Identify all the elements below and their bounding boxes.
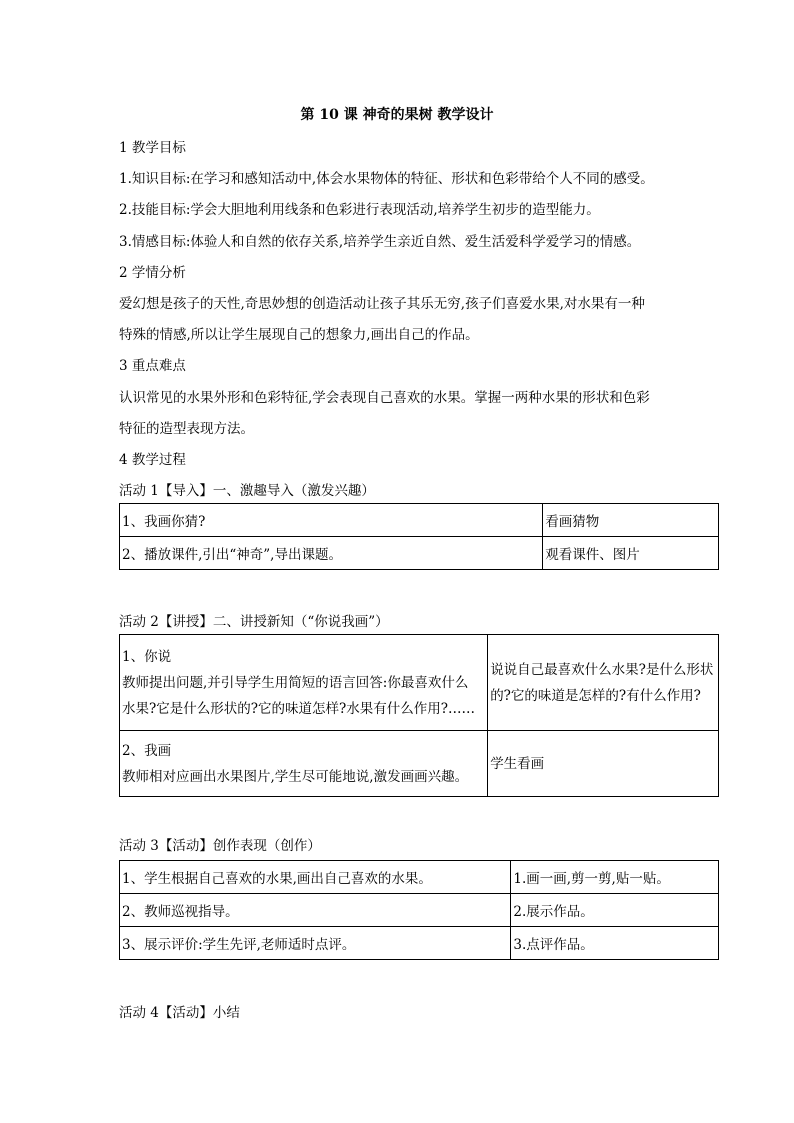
table-cell-step: 3、展示评价:学生先评,老师适时点评。 [120,927,511,960]
cell-line: 教师提出问题,并引导学生用简短的语言回答:你最喜欢什么 [122,674,469,691]
section-heading-objectives: 1 教学目标 [119,140,186,156]
table-cell-student: 看画猜物 [543,504,719,537]
table-row [120,894,719,927]
cell-line: 2、我画 [122,742,172,759]
table-cell-step: 2、教师巡视指导。 [120,894,511,927]
activity-1-heading: 活动 1【导入】一、激趣导入（激发兴趣） [119,483,375,499]
cell-line: 的?它的味道是怎样的?有什么作用? [490,687,701,704]
table-row [120,861,719,894]
cell-line: 1、你说 [122,648,172,665]
document-title: 第 10 课 神奇的果树 教学设计 [300,107,494,123]
keypoints-line-2: 特征的造型表现方法。 [119,421,254,437]
analysis-line-2: 特殊的情感,所以让学生展现自己的想象力,画出自己的作品。 [119,327,479,343]
objective-emotion: 3.情感目标:体验人和自然的依存关系,培养学生亲近自然、爱生活爱科学爱学习的情感。 [119,234,641,250]
activity-4-heading: 活动 4【活动】小结 [119,1005,240,1021]
analysis-line-1: 爱幻想是孩子的天性,奇思妙想的创造活动让孩子其乐无穷,孩子们喜爱水果,对水果有一种 [119,296,645,312]
table-row [120,731,719,797]
table-cell-step: 1、学生根据自己喜欢的水果,画出自己喜欢的水果。 [120,861,511,894]
activity-2-heading: 活动 2【讲授】二、讲授新知（“你说我画”） [119,614,389,630]
table-row [120,537,719,570]
table-cell-step [120,635,488,731]
activity-3-table [119,860,719,960]
activity-1-table [119,503,719,570]
table-cell-student: 2.展示作品。 [511,894,719,927]
table-row [120,927,719,960]
table-cell-step: 2、播放课件,引出“神奇”,导出课题。 [120,537,543,570]
cell-line: 说说自己最喜欢什么水果?是什么形状 [490,661,714,678]
table-cell-student: 3.点评作品。 [511,927,719,960]
section-heading-analysis: 2 学情分析 [119,265,186,281]
table-cell-student: 1.画一画,剪一剪,贴一贴。 [511,861,719,894]
objective-skill: 2.技能目标:学会大胆地利用线条和色彩进行表现活动,培养学生初步的造型能力。 [119,202,600,218]
table-cell-step: 1、我画你猜? [120,504,543,537]
table-cell-student [488,731,719,797]
cell-line: 教师相对应画出水果图片,学生尽可能地说,激发画画兴趣。 [122,768,469,785]
table-cell-student [488,635,719,731]
cell-line: 水果?它是什么形状的?它的味道怎样?水果有什么作用?…… [122,700,475,717]
table-row [120,504,719,537]
section-heading-process: 4 教学过程 [119,452,186,468]
table-cell-student: 观看课件、图片 [543,537,719,570]
table-row [120,635,719,731]
section-heading-keypoints: 3 重点难点 [119,358,186,374]
keypoints-line-1: 认识常见的水果外形和色彩特征,学会表现自己喜欢的水果。掌握一两种水果的形状和色彩 [119,390,650,406]
activity-3-heading: 活动 3【活动】创作表现（创作） [119,838,321,854]
table-cell-step [120,731,488,797]
cell-line: 学生看画 [490,755,545,772]
objective-knowledge: 1.知识目标:在学习和感知活动中,体会水果物体的特征、形状和色彩带给个人不同的感受。 [119,171,654,187]
activity-2-table [119,634,719,797]
